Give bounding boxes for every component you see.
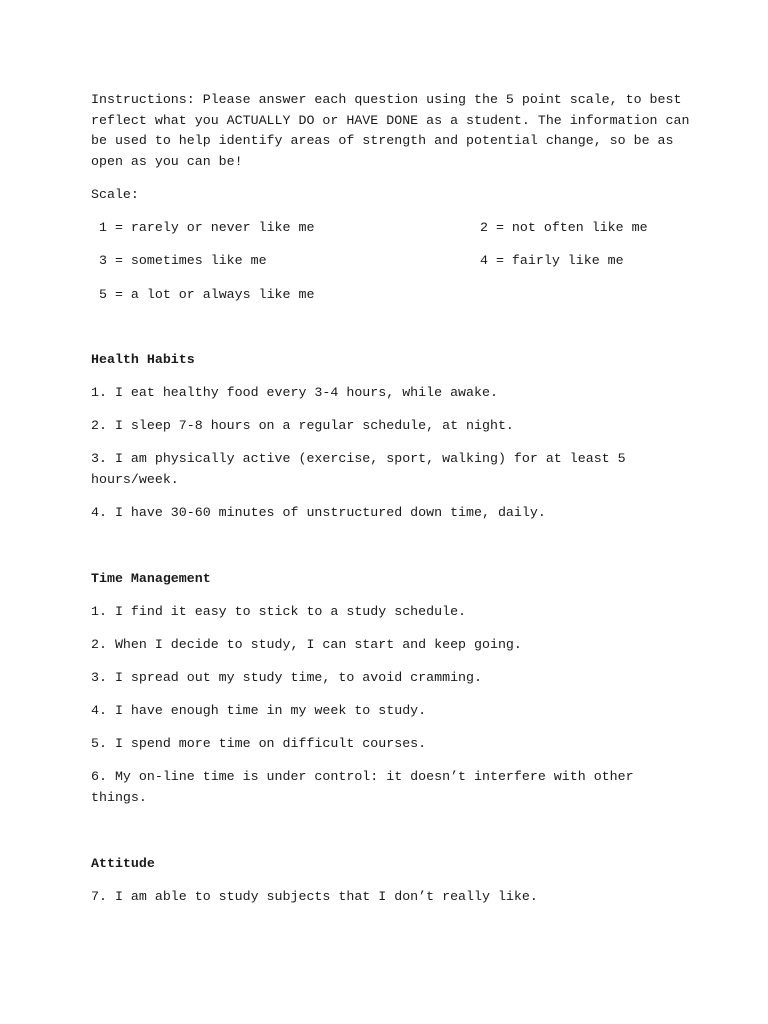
list-item: 3. I am physically active (exercise, sport, walking) for at least 5 hours/week. [91,451,626,487]
list-item: 4. I have enough time in my week to study. [91,703,427,718]
list-item: 3. I spread out my study time, to avoid cramming. [91,670,482,685]
survey-document [91,90,691,908]
instructions-paragraph: Instructions: Please answer each question using the 5 point scale, to best reflect what you ACTUALLY DO or HAVE DONE as a student. The information can be used to help identify areas of strength and potential change, so be as open as you can be! [91,92,690,169]
scale-item-4: 4 = fairly like me [480,253,624,268]
scale-label: Scale: [91,187,139,202]
scale-item-2: 2 = not often like me [480,219,648,235]
section-attitude [91,854,691,908]
section-title: Health Habits [91,352,195,367]
scale-item-5: 5 = a lot or always like me [99,286,315,302]
scale-legend [91,218,691,306]
list-item: 6. My on-line time is under control: it doesn’t interfere with other things. [91,769,634,805]
list-item: 1. I eat healthy food every 3-4 hours, while awake. [91,385,498,400]
list-item: 2. When I decide to study, I can start and keep going. [91,637,522,652]
scale-item-3: 3 = sometimes like me [99,253,267,268]
list-item: 1. I find it easy to stick to a study schedule. [91,604,467,619]
list-item: 7. I am able to study subjects that I don’t really like. [91,889,538,904]
list-item: 5. I spend more time on difficult courses. [91,736,427,751]
section-title: Attitude [91,856,155,871]
scale-item-1: 1 = rarely or never like me [99,219,315,235]
section-time-management [91,569,691,808]
list-item: 4. I have 30-60 minutes of unstructured down time, daily. [91,504,546,520]
section-title: Time Management [91,571,211,586]
list-item: 2. I sleep 7-8 hours on a regular schedule, at night. [91,418,514,433]
section-health-habits [91,350,691,523]
